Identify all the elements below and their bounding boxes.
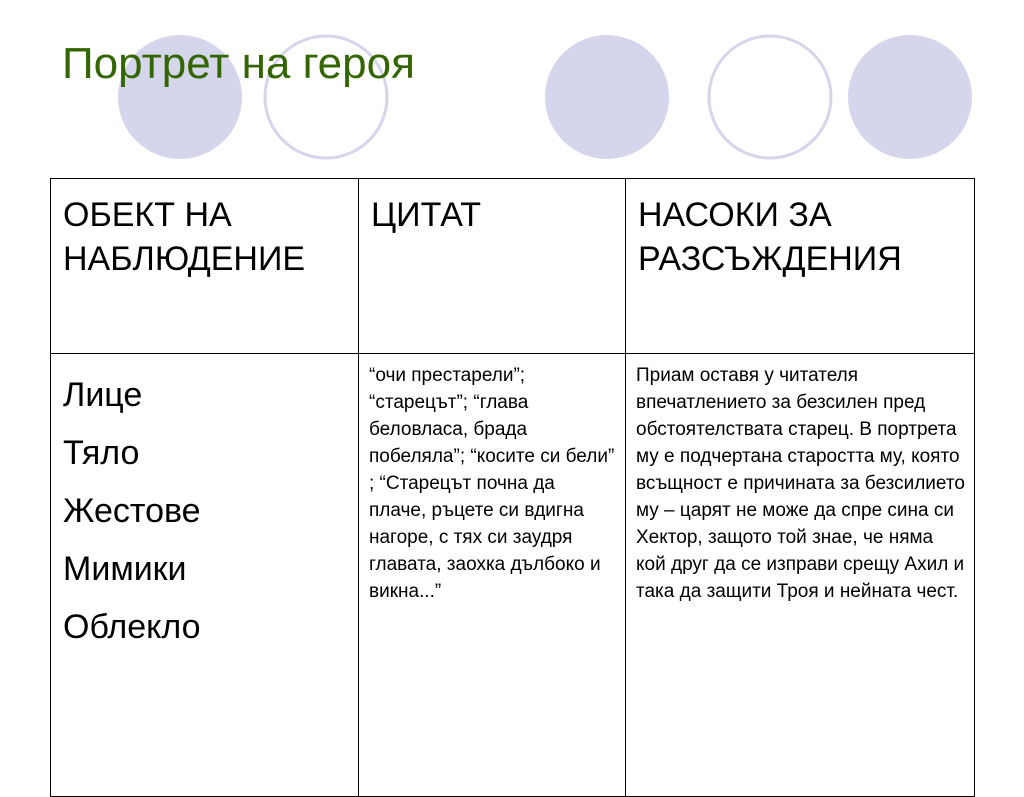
slide-title: Портрет на героя [62, 39, 415, 88]
object-item-body: Тяло [63, 434, 140, 472]
portrait-table [50, 178, 975, 797]
header-directions: НАСОКИ ЗА РАЗСЪЖДЕНИЯ [626, 179, 975, 354]
table-header-row [51, 179, 975, 354]
object-item-gestures: Жестове [63, 492, 201, 530]
outline-circle-2 [709, 36, 831, 158]
header-object: ОБЕКТ НА НАБЛЮДЕНИЕ [51, 179, 359, 354]
filled-circle-2 [545, 35, 669, 159]
filled-circle-3 [848, 35, 972, 159]
directions-text: Приам оставя у читателя впечатлението за безсилен пред обстоятелствата старец. В портрета му е подчертана старостта му, която всъщност е причината за безсилието му – царят не може да спре сина си Хектор, защото той знае, че няма кой друг да се изправи срещу Ахил и така да защити Троя и нейната чест. [636, 365, 965, 602]
object-item-clothing: Облекло [63, 608, 201, 646]
object-item-face: Лице [63, 376, 143, 414]
quote-cell [359, 354, 626, 797]
header-quote: ЦИТАТ [359, 179, 626, 354]
objects-cell [51, 354, 359, 797]
table-row [51, 354, 975, 797]
decorative-circles [0, 0, 1024, 180]
quote-text: “очи престарели”; “старецът”; “глава беловласа, брада побеляла”; “косите си бели” ; “Старецът почна да плаче, ръцете си вдигна нагоре, с тях си заудря главата, заохка дълбоко и викна...” [369, 365, 615, 602]
object-item-facial-expressions: Мимики [63, 550, 187, 588]
directions-cell [626, 354, 975, 797]
